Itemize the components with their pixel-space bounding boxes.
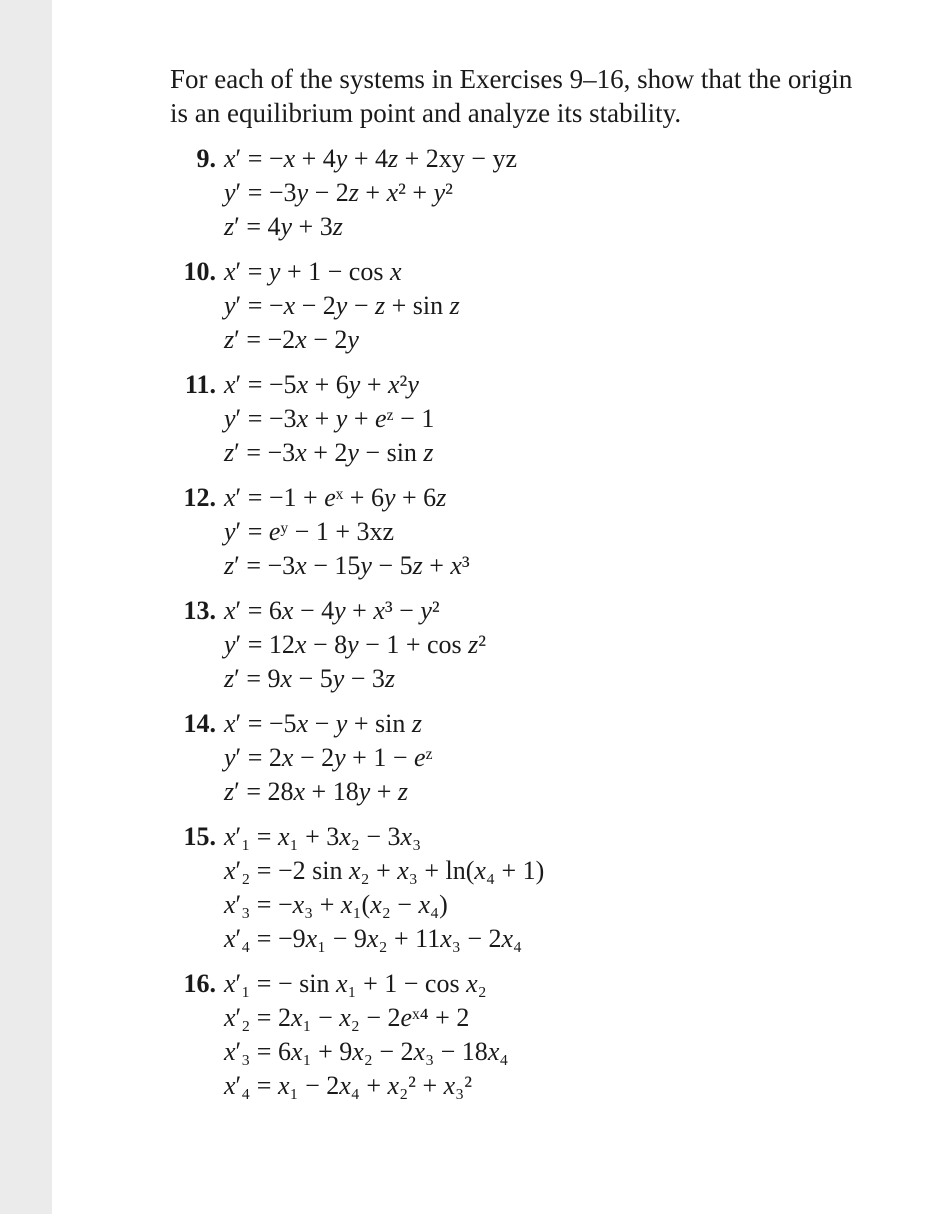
equation-system xyxy=(224,368,930,470)
intro-paragraph xyxy=(170,62,930,130)
exercise-list xyxy=(170,142,930,1103)
exercise-item xyxy=(170,707,930,809)
equation-line: x′₄ = −9x₁ − 9x₂ + 11x₃ − 2x₄ xyxy=(224,924,523,953)
exercise-number: 16. xyxy=(183,969,216,998)
equation-line: x′₄ = x₁ − 2x₄ + x₂² + x₃² xyxy=(224,1071,473,1100)
exercise-item xyxy=(170,967,930,1103)
exercise-number: 14. xyxy=(183,709,216,738)
equation-system xyxy=(224,255,930,357)
equation-line: x′₃ = 6x₁ + 9x₂ − 2x₃ − 18x₄ xyxy=(224,1037,509,1066)
exercise-number: 10. xyxy=(183,257,216,286)
exercise-page xyxy=(170,62,930,1114)
exercise-number: 12. xyxy=(183,483,216,512)
equation-line: y′ = 12x − 8y − 1 + cos z² xyxy=(224,630,487,659)
equation-line: y′ = 2x − 2y + 1 − eᶻ xyxy=(224,743,433,772)
equation-line: y′ = eʸ − 1 + 3xz xyxy=(224,517,395,546)
exercise-number: 11. xyxy=(184,370,216,399)
equation-system xyxy=(224,967,930,1103)
intro-line-2: is an equilibrium point and analyze its stability. xyxy=(170,98,682,128)
exercise-number: 13. xyxy=(183,596,216,625)
equation-line: z′ = −3x − 15y − 5z + x³ xyxy=(224,551,470,580)
exercise-item xyxy=(170,594,930,696)
equation-line: z′ = −3x + 2y − sin z xyxy=(224,438,434,467)
equation-line: x′ = −5x − y + sin z xyxy=(224,709,422,738)
intro-line-1: For each of the systems in Exercises 9–16, show that the origin xyxy=(170,64,853,94)
left-margin-strip xyxy=(0,0,52,1214)
equation-line: y′ = −3x + y + eᶻ − 1 xyxy=(224,404,435,433)
equation-system xyxy=(224,142,930,244)
equation-line: z′ = −2x − 2y xyxy=(224,325,359,354)
equation-line: y′ = −x − 2y − z + sin z xyxy=(224,291,460,320)
equation-line: x′ = y + 1 − cos x xyxy=(224,257,402,286)
exercise-number: 9. xyxy=(196,144,216,173)
exercise-item xyxy=(170,820,930,956)
equation-line: x′₂ = −2 sin x₂ + x₃ + ln(x₄ + 1) xyxy=(224,856,545,885)
exercise-item xyxy=(170,142,930,244)
equation-system xyxy=(224,481,930,583)
exercise-number: 15. xyxy=(183,822,216,851)
equation-line: x′₂ = 2x₁ − x₂ − 2eˣ⁴ + 2 xyxy=(224,1003,470,1032)
equation-line: x′₁ = x₁ + 3x₂ − 3x₃ xyxy=(224,822,422,851)
equation-line: z′ = 28x + 18y + z xyxy=(224,777,409,806)
exercise-item xyxy=(170,255,930,357)
equation-line: x′ = −5x + 6y + x²y xyxy=(224,370,419,399)
equation-line: x′ = −x + 4y + 4z + 2xy − yz xyxy=(224,144,517,173)
equation-line: z′ = 4y + 3z xyxy=(224,212,343,241)
equation-line: x′ = 6x − 4y + x³ − y² xyxy=(224,596,440,625)
equation-system xyxy=(224,820,930,956)
equation-line: z′ = 9x − 5y − 3z xyxy=(224,664,396,693)
equation-line: x′ = −1 + eˣ + 6y + 6z xyxy=(224,483,447,512)
equation-line: x′₁ = − sin x₁ + 1 − cos x₂ xyxy=(224,969,487,998)
equation-system xyxy=(224,707,930,809)
equation-line: y′ = −3y − 2z + x² + y² xyxy=(224,178,453,207)
equation-system xyxy=(224,594,930,696)
exercise-item xyxy=(170,481,930,583)
exercise-item xyxy=(170,368,930,470)
equation-line: x′₃ = −x₃ + x₁(x₂ − x₄) xyxy=(224,890,448,919)
